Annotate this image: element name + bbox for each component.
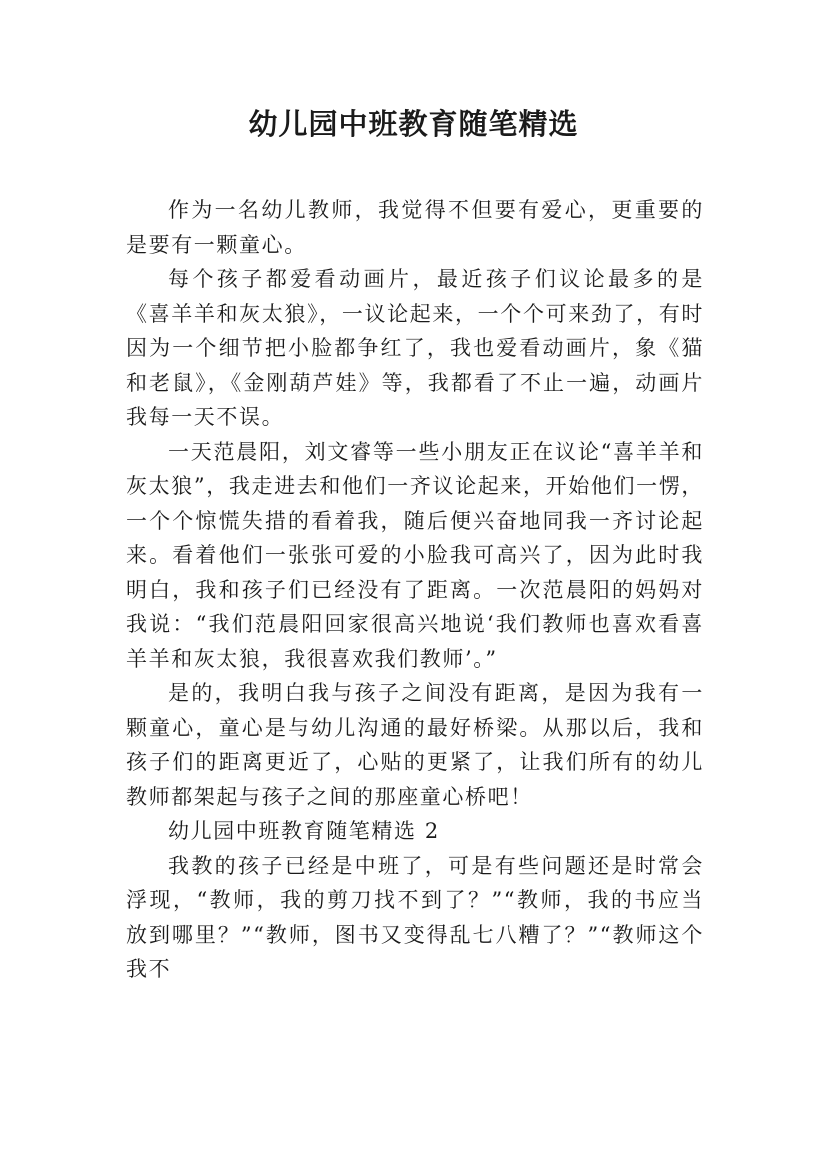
paragraph-2: 每个孩子都爱看动画片，最近孩子们议论最多的是《喜羊羊和灰太狼》，一议论起来，一个个可来劲了，有时因为一个细节把小脸都争红了，我也爱看动画片，象《猫和老鼠》，《金刚葫芦娃》等，我都看了不止一遍，动画片我每一天不误。: [126, 267, 704, 429]
document-body: [126, 193, 704, 987]
section-subheading: 幼儿园中班教育随笔精选 2: [168, 819, 440, 843]
document-title: 幼儿园中班教育随笔精选: [248, 107, 579, 141]
paragraph-4: 是的，我明白我与孩子之间没有距离，是因为我有一颗童心，童心是与幼儿沟通的最好桥梁。从那以后，我和孩子们的距离更近了，心贴的更紧了，让我们所有的幼儿教师都架起与孩子之间的那座童心桥吧！: [126, 681, 704, 809]
paragraph-3: 一天范晨阳，刘文睿等一些小朋友正在议论“喜羊羊和灰太狼”，我走进去和他们一齐议论起来，开始他们一愣，一个个惊慌失措的看着我，随后便兴奋地同我一齐讨论起来。看着他们一张张可爱的小脸我可高兴了，因为此时我明白，我和孩子们已经没有了距离。一次范晨阳的妈妈对我说：“我们范晨阳回家很高兴地说‘我们教师也喜欢看喜羊羊和灰太狼，我很喜欢我们教师’。”: [126, 439, 704, 671]
paragraph-5: 我教的孩子已经是中班了，可是有些问题还是时常会浮现，“教师，我的剪刀找不到了？”“教师，我的书应当放到哪里？”“教师，图书又变得乱七八糟了？”“教师这个我不: [126, 853, 704, 981]
paragraph-1: 作为一名幼儿教师，我觉得不但要有爱心，更重要的是要有一颗童心。: [126, 198, 704, 257]
